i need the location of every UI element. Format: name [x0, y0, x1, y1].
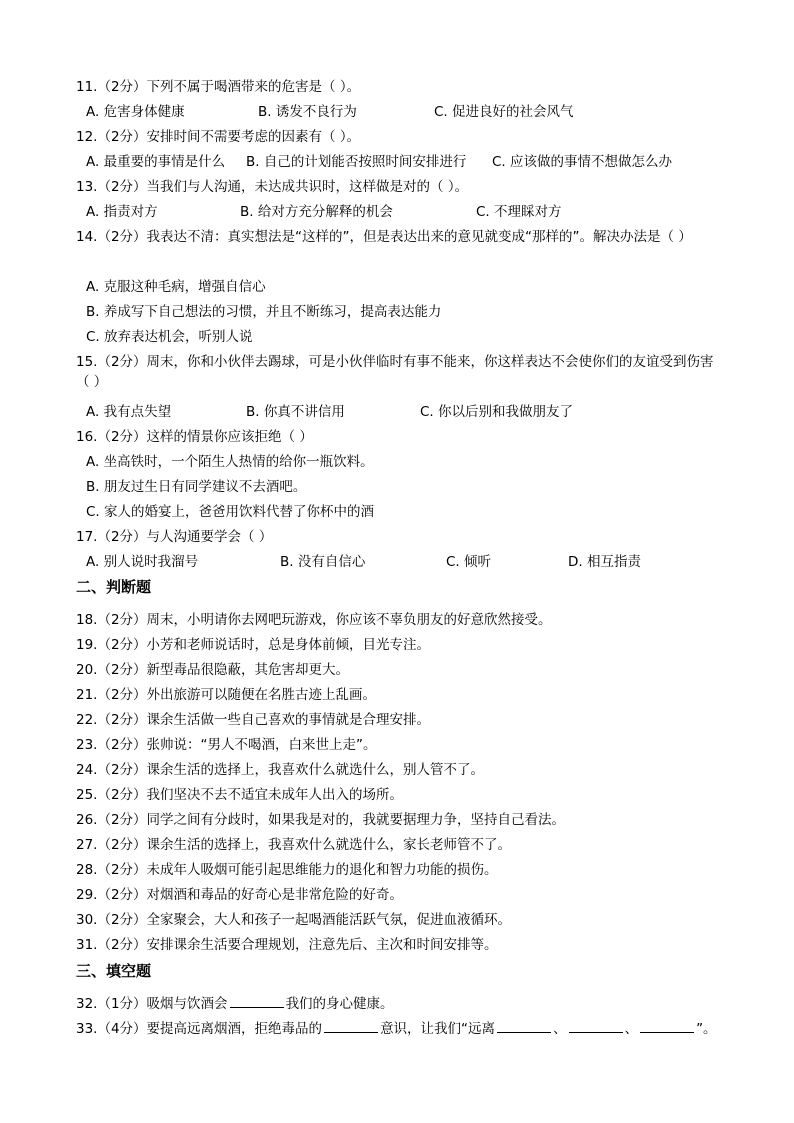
option-b: B. 诱发不良行为: [258, 104, 357, 120]
question-16-option-c: C. 家人的婚宴上，爸爸用饮料代替了你杯中的酒: [86, 504, 375, 520]
option-b: B. 给对方充分解释的机会: [240, 204, 393, 220]
question-33-text-a: 33.（4分）要提高远离烟酒，拒绝毒品的: [76, 1021, 323, 1037]
question-14-option-c: C. 放弃表达机会，听别人说: [86, 329, 253, 345]
question-15: 15.（2分）周末，你和小伙伴去踢球，可是小伙伴临时有事不能来，你这样表达不会使你们的友谊受到伤害（ ）: [76, 354, 714, 390]
question-14-option-a: A. 克服这种毛病，增强自信心: [86, 279, 266, 295]
question-19: 19.（2分）小芳和老师说话时，总是身体前倾，目光专注。: [76, 637, 431, 653]
question-30: 30.（2分）全家聚会，大人和孩子一起喝酒能活跃气氛，促进血液循环。: [76, 912, 512, 928]
answer-blank[interactable]: [324, 1020, 378, 1033]
option-b: B. 没有自信心: [280, 554, 366, 570]
question-21: 21.（2分）外出旅游可以随便在名胜古迹上乱画。: [76, 687, 377, 703]
answer-blank[interactable]: [640, 1020, 694, 1033]
question-25: 25.（2分）我们坚决不去不适宜未成年人出入的场所。: [76, 787, 404, 803]
option-a: A. 危害身体健康: [86, 104, 185, 120]
option-c: C. 你以后别和我做朋友了: [420, 404, 574, 420]
answer-blank[interactable]: [497, 1020, 551, 1033]
question-16-option-a: A. 坐高铁时，一个陌生人热情的给你一瓶饮料。: [86, 454, 374, 470]
option-a: A. 我有点失望: [86, 404, 172, 420]
question-16-option-b: B. 朋友过生日有同学建议不去酒吧。: [86, 479, 307, 495]
question-32-text-b: 我们的身心健康。: [285, 996, 394, 1012]
question-17: 17.（2分）与人沟通要学会（ ）: [76, 529, 273, 545]
question-33-end: ”。: [696, 1021, 717, 1037]
question-24: 24.（2分）课余生活的选择上，我喜欢什么就选什么，别人管不了。: [76, 762, 485, 778]
question-26: 26.（2分）同学之间有分歧时，如果我是对的，我就要据理力争，坚持自己看法。: [76, 812, 566, 828]
question-32: [76, 994, 394, 1014]
option-b: B. 自己的计划能否按照时间安排进行: [246, 154, 467, 170]
question-13: 13.（2分）当我们与人沟通，未达成共识时，这样做是对的（ ）。: [76, 179, 469, 195]
option-a: A. 指责对方: [86, 204, 158, 220]
question-31: 31.（2分）安排课余生活要合理规划，注意先后、主次和时间安排等。: [76, 937, 498, 953]
question-11: 11.（2分）下列不属于喝酒带来的危害是（ ）。: [76, 79, 361, 95]
question-18: 18.（2分）周末，小明请你去网吧玩游戏，你应该不辜负朋友的好意欣然接受。: [76, 612, 552, 628]
question-20: 20.（2分）新型毒品很隐蔽，其危害却更大。: [76, 662, 350, 678]
answer-blank[interactable]: [569, 1020, 623, 1033]
question-28: 28.（2分）未成年人吸烟可能引起思维能力的退化和智力功能的损伤。: [76, 862, 498, 878]
answer-blank[interactable]: [230, 995, 284, 1008]
option-d: D. 相互指责: [568, 554, 641, 570]
question-23: 23.（2分）张帅说：“男人不喝酒，白来世上走”。: [76, 737, 377, 753]
question-22: 22.（2分）课余生活做一些自己喜欢的事情就是合理安排。: [76, 712, 431, 728]
option-b: B. 你真不讲信用: [246, 404, 345, 420]
option-a: A. 最重要的事情是什么: [86, 154, 226, 170]
option-a: A. 别人说时我溜号: [86, 554, 199, 570]
section-title-judge: 二、判断题: [76, 578, 152, 596]
question-16: 16.（2分）这样的情景你应该拒绝（ ）: [76, 429, 313, 445]
question-14: 14.（2分）我表达不清：真实想法是“这样的”，但是表达出来的意见就变成“那样的”。解决办法是（ ）: [76, 229, 692, 245]
question-32-text-a: 32.（1分）吸烟与饮酒会: [76, 996, 228, 1012]
separator: 、: [553, 1021, 567, 1037]
section-title-fill: 三、填空题: [76, 962, 152, 980]
question-12: 12.（2分）安排时间不需要考虑的因素有（ ）。: [76, 129, 361, 145]
separator: 、: [624, 1021, 639, 1037]
option-c: C. 应该做的事情不想做怎么办: [492, 154, 673, 170]
question-14-option-b: B. 养成写下自己想法的习惯，并且不断练习，提高表达能力: [86, 304, 442, 320]
option-c: C. 不理睬对方: [476, 204, 562, 220]
option-c: C. 促进良好的社会风气: [434, 104, 574, 120]
question-27: 27.（2分）课余生活的选择上，我喜欢什么就选什么，家长老师管不了。: [76, 837, 512, 853]
question-33-text-b: 意识，让我们“远离: [380, 1021, 496, 1037]
question-29: 29.（2分）对烟酒和毒品的好奇心是非常危险的好奇。: [76, 887, 404, 903]
option-c: C. 倾听: [446, 554, 492, 570]
question-33: [76, 1019, 717, 1039]
